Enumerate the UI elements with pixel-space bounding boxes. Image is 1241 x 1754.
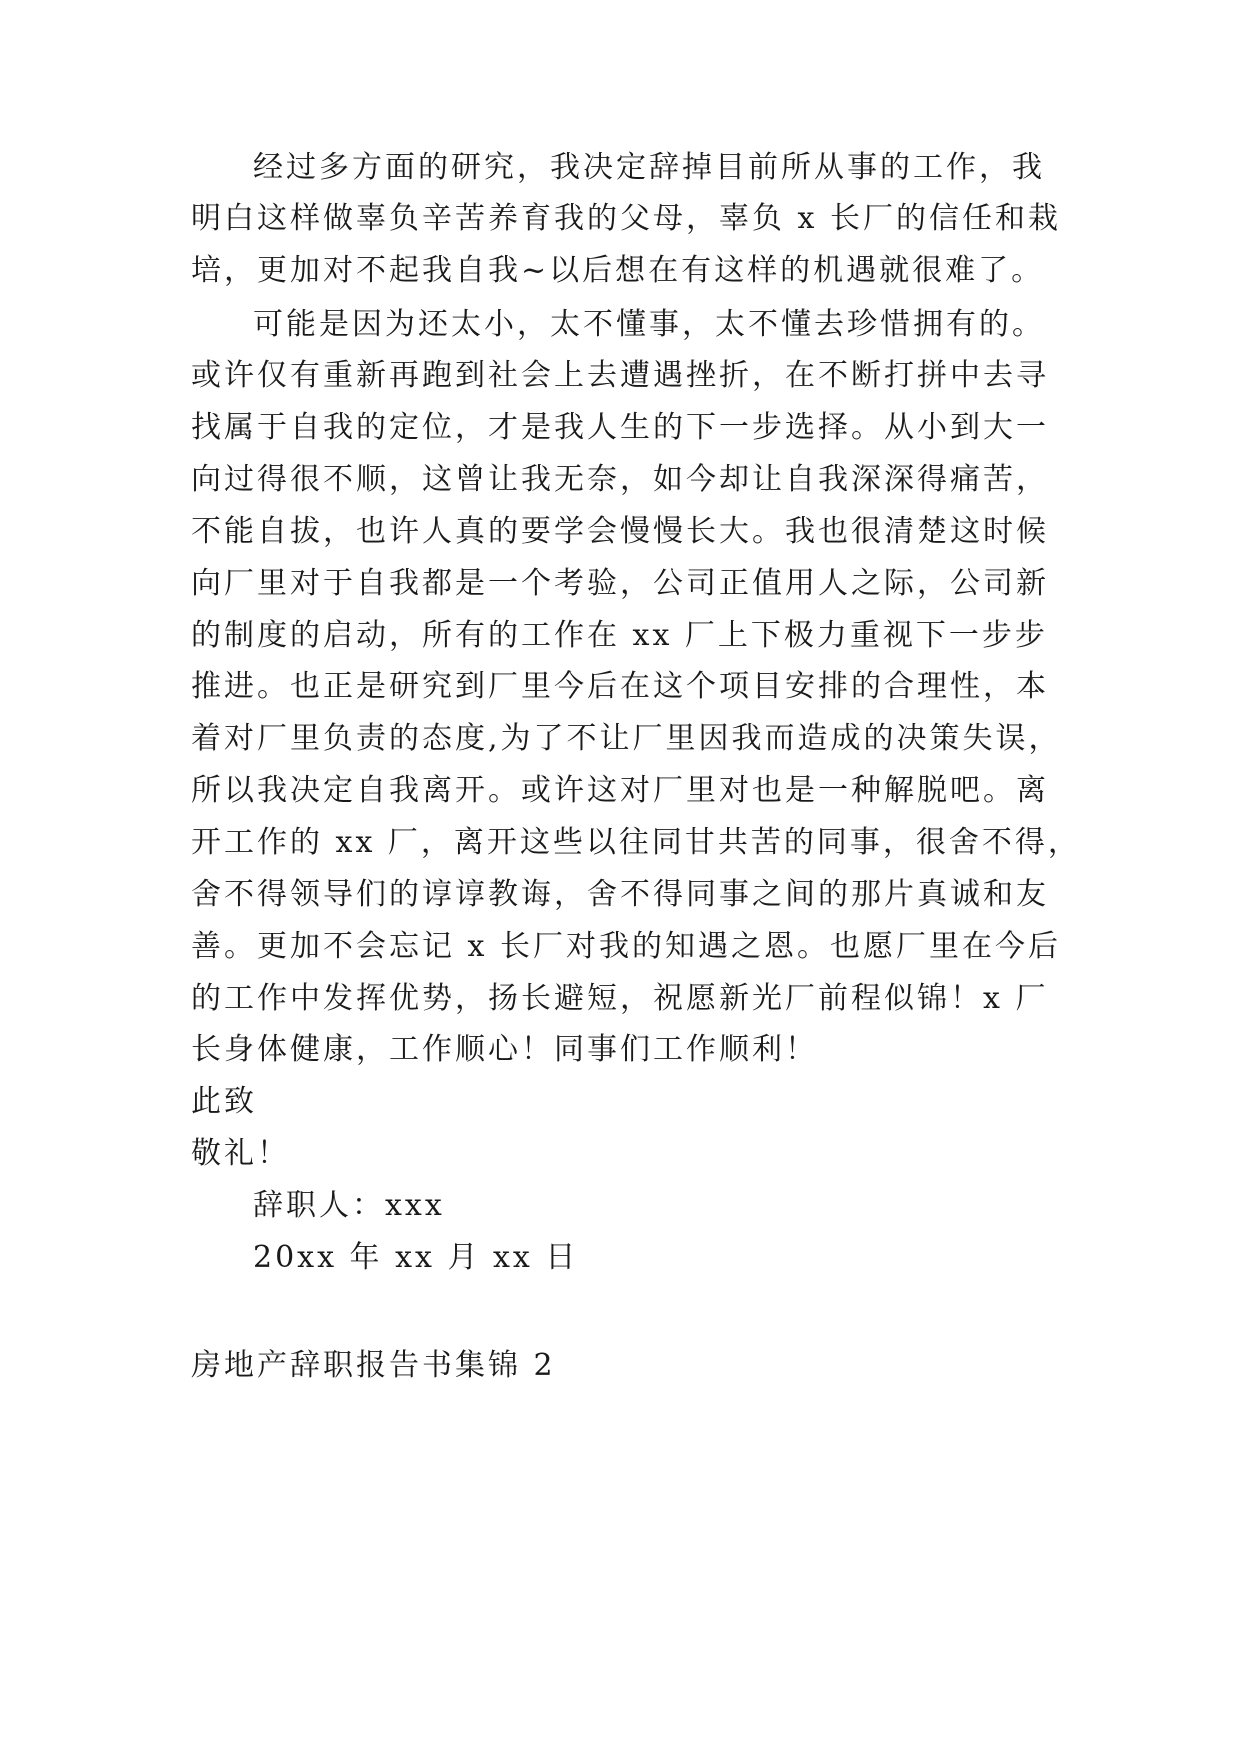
paragraph-2-line-6: 向厂里对于自我都是一个考验，公司正值用人之际，公司新 bbox=[191, 566, 1049, 601]
paragraph-2-line-14: 的工作中发挥优势，扬长避短，祝愿新光厂前程似锦！x 厂 bbox=[191, 981, 1049, 1016]
paragraph-1-line-2: 明白这样做辜负辛苦养育我的父母，辜负 x 长厂的信任和栽 bbox=[191, 201, 1061, 236]
paragraph-2-line-13: 善。更加不会忘记 x 长厂对我的知遇之恩。也愿厂里在今后 bbox=[191, 929, 1061, 964]
closing-salutation: 此致 bbox=[191, 1084, 257, 1119]
paragraph-2-line-10: 所以我决定自我离开。或许这对厂里对也是一种解脱吧。离 bbox=[191, 773, 1049, 808]
paragraph-2-line-12: 舍不得领导们的谆谆教诲，舍不得同事之间的那片真诚和友 bbox=[191, 877, 1049, 912]
paragraph-2-line-3: 找属于自我的定位，才是我人生的下一步选择。从小到大一 bbox=[191, 410, 1049, 445]
paragraph-2-line-15: 长身体健康，工作顺心！同事们工作顺利！ bbox=[191, 1032, 818, 1067]
signature: 辞职人：xxx bbox=[253, 1188, 445, 1223]
paragraph-2-line-8: 推进。也正是研究到厂里今后在这个项目安排的合理性，本 bbox=[191, 669, 1049, 704]
next-section-title: 房地产辞职报告书集锦 2 bbox=[191, 1348, 556, 1383]
paragraph-2-line-7: 的制度的启动，所有的工作在 xx 厂上下极力重视下一步步 bbox=[191, 618, 1048, 653]
closing-regards: 敬礼！ bbox=[191, 1136, 290, 1171]
paragraph-2-line-4: 向过得很不顺，这曾让我无奈，如今却让自我深深得痛苦， bbox=[191, 462, 1049, 497]
paragraph-2-line-5: 不能自拔，也许人真的要学会慢慢长大。我也很清楚这时候 bbox=[191, 514, 1049, 549]
paragraph-2-line-11: 开工作的 xx 厂，离开这些以往同甘共苦的同事，很舍不得， bbox=[191, 825, 1081, 860]
date: 20xx 年 xx 月 xx 日 bbox=[253, 1240, 579, 1275]
paragraph-1-line-3: 培，更加对不起我自我~以后想在有这样的机遇就很难了。 bbox=[191, 253, 1045, 288]
paragraph-1-line-1: 经过多方面的研究，我决定辞掉目前所从事的工作，我 bbox=[253, 150, 1045, 185]
paragraph-2-line-2: 或许仅有重新再跑到社会上去遭遇挫折，在不断打拼中去寻 bbox=[191, 358, 1049, 393]
paragraph-2-line-1: 可能是因为还太小，太不懂事，太不懂去珍惜拥有的。 bbox=[253, 307, 1045, 342]
paragraph-2-line-9: 着对厂里负责的态度,为了不让厂里因我而造成的决策失误， bbox=[191, 721, 1062, 756]
